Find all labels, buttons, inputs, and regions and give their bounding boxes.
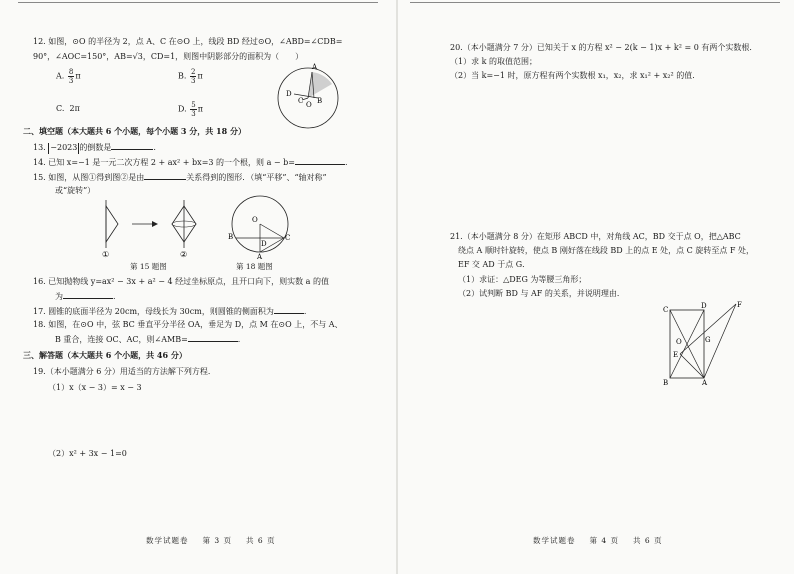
question-19-part1: （1）x（x − 3）= x − 3	[48, 383, 142, 392]
figure-q18-circle	[226, 190, 296, 260]
q12-option-b: B. $\frac{2}{3}$ π	[178, 68, 203, 85]
fig21-label-b: B	[663, 379, 669, 387]
fig21-label-o: O	[676, 338, 682, 346]
fig21-label-e: E	[673, 351, 679, 359]
fraction: $\frac{5}{3}$	[191, 101, 196, 118]
fig21-label-c: C	[663, 306, 669, 314]
q12-line2: 90°，∠AOC=150°，AB=√3，CD=1，则图中阴影部分的面积为（ ）	[33, 52, 304, 61]
question-21-part1: （1）求证：△DEG 为等腰三角形；	[458, 275, 587, 284]
fig18-label-d: D	[261, 240, 267, 248]
answer-blank[interactable]	[188, 334, 238, 342]
fig18-caption: 第 18 题图	[236, 262, 273, 271]
fig21-label-f: F	[737, 301, 742, 309]
figure-q12-circle	[272, 60, 344, 136]
absolute-value: −2023	[50, 143, 78, 152]
fig18-label-a: A	[257, 253, 263, 260]
q12-option-c: C. 2π	[56, 104, 80, 113]
answer-blank[interactable]	[295, 157, 345, 165]
question-18-line1: 18. 如图，在⊙O 中，弦 BC 垂直平分半径 OA，垂足为 D，点 M 在⊙O 上，不与 A、	[33, 320, 343, 329]
exam-page-4	[398, 0, 794, 574]
section-3-title: 三、解答题（本大题共 6 个小题，共 46 分）	[23, 350, 187, 360]
fig15-caption: 第 15 题图	[130, 262, 167, 271]
fig18-label-b: B	[228, 233, 234, 241]
fig15-label-1: ①	[102, 250, 110, 259]
question-15-line2: 或“旋转”）	[55, 186, 96, 195]
q12-option-a: A. $\frac{8}{3}$ π	[56, 68, 81, 85]
question-21-part2: （2）试判断 BD 与 AF 的关系，并说明理由．	[458, 289, 625, 298]
answer-blank[interactable]	[111, 142, 153, 150]
fig12-label-c: C	[298, 97, 304, 105]
fig18-label-o: O	[252, 216, 258, 224]
question-16-line2: 为 .	[55, 292, 116, 301]
fig12-label-b: B	[317, 97, 323, 105]
page-3-footer: 数学试题卷 第 3 页 共 6 页	[146, 536, 276, 545]
fig21-label-a: A	[702, 379, 708, 387]
question-13: 13. −2023 的倒数是 .	[33, 143, 156, 152]
question-20-part2: （2）当 k=−1 时，原方程有两个实数根 x₁，x₂，求 x₁² + x₂² 的值．	[450, 71, 701, 80]
question-21-line2: 绕点 A 顺时针旋转，使点 B 刚好落在线段 BD 上的点 E 处，点 C 旋转至点 F 处，	[458, 246, 754, 255]
fig21-label-d: D	[701, 302, 707, 310]
q12-option-d: D. $\frac{5}{3}$ π	[178, 101, 203, 118]
exam-page-3	[0, 0, 396, 574]
top-rule	[18, 2, 378, 3]
q12-line1: 12. 如图，⊙O 的半径为 2，点 A、C 在⊙O 上，线段 BD 经过⊙O，∠ABD=∠CDB=	[33, 37, 343, 46]
question-19-part2: （2）x² + 3x − 1=0	[48, 449, 127, 458]
top-rule	[410, 2, 780, 3]
fig15-label-2: ②	[180, 250, 188, 259]
fig21-label-g: G	[705, 336, 711, 344]
question-14: 14. 已知 x=−1 是一元二次方程 2 + ax² + bx=3 的一个根，则 a − b= .	[33, 158, 348, 167]
page-4-footer: 数学试题卷 第 4 页 共 6 页	[533, 536, 663, 545]
question-15-line1: 15. 如图，从图①得到图②是由 关系得到的图形．（填“平移”、“轴对称”	[33, 173, 327, 182]
question-18-line2: B 重合，连接 OC、AC，则∠AMB= .	[55, 335, 241, 344]
question-19-line1: 19.（本小题满分 6 分）用适当的方法解下列方程．	[33, 367, 216, 376]
question-20-part1: （1）求 k 的取值范围；	[450, 57, 538, 66]
answer-blank[interactable]	[274, 306, 304, 314]
figure-q15	[96, 198, 214, 260]
answer-blank[interactable]	[63, 291, 113, 299]
fraction: $\frac{8}{3}$	[68, 68, 74, 85]
fig12-label-o: O	[306, 101, 312, 109]
question-17: 17. 圆锥的底面半径为 20cm，母线长为 30cm，则圆锥的侧面积为 .	[33, 307, 307, 316]
question-21-line3: EF 交 AD 于点 G．	[458, 260, 531, 269]
question-16-line1: 16. 已知抛物线 y=ax² − 3x + a² − 4 经过坐标原点，且开口向下，则实数 a 的值	[33, 277, 329, 286]
question-21-line1: 21.（本小题满分 8 分）在矩形 ABCD 中，对角线 AC，BD 交于点 O，把△ABC	[450, 232, 741, 241]
fig18-label-c: C	[285, 234, 291, 242]
fraction: $\frac{2}{3}$	[190, 68, 196, 85]
figure-q21-rectangle	[660, 300, 750, 388]
section-2-title: 二、填空题（本大题共 6 个小题，每个小题 3 分，共 18 分）	[23, 126, 246, 136]
fig12-label-d: D	[286, 90, 292, 98]
question-20-line1: 20.（本小题满分 7 分）已知关于 x 的方程 x² − 2(k − 1)x + k² = 0 有两个实数根．	[450, 43, 758, 52]
answer-blank[interactable]	[144, 172, 186, 180]
fig12-label-a: A	[312, 63, 318, 71]
